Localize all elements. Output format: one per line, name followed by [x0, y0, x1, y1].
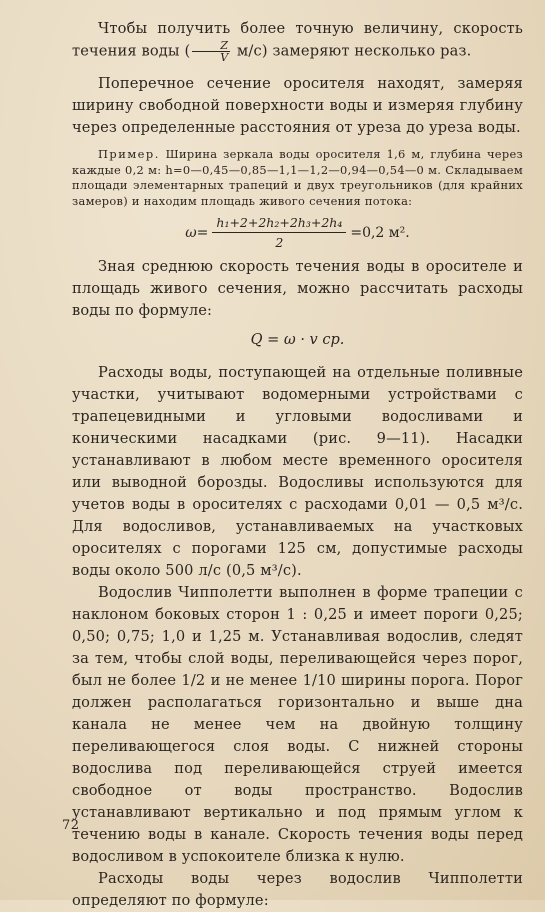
- formula-discharge: Q = ω · v ср.: [250, 332, 345, 348]
- text-run: м/с) замеряют несколько раз.: [232, 42, 472, 60]
- paragraph-weir-formula: Расходы воды через водослив Чипполетти определяют по формуле:: [72, 870, 523, 909]
- paragraph-flow-rate: Зная среднюю скорость течения воды в оросителе и площадь живого сечения, можно рассчитать расходы воды по формуле:: [72, 258, 523, 319]
- fraction-numerator: Z: [192, 40, 230, 52]
- formula-numerator: h₁+2+2h₂+2h₃+2h₄: [212, 215, 346, 233]
- formula-denominator: 2: [275, 235, 284, 250]
- formula-rhs: =0,2 м².: [350, 224, 410, 241]
- text-run: Чтобы получить более точную величину, скорость течения воды (: [72, 20, 523, 60]
- example-text: Ширина зеркала воды оросителя 1,6 м, глубина через каждые 0,2 м: h=0—0,45—0,85—1,1—1,2—0,94—0,54—0 м. Складываем площади элементарных трапеций и двух треугольников (для крайних замеров) и находим площадь живого сечения потока:: [72, 147, 523, 208]
- formula-fraction: [212, 215, 346, 250]
- paragraph-cipolletti-weir: Водослив Чипполетти выполнен в форме трапеции с наклоном боковых сторон 1 : 0,25 и имеет пороги 0,25; 0,50; 0,75; 1,0 и 1,25 м. Устанавливая водослив, следят за тем, чтобы слой воды, переливающейся через порог, был не более 1/2 и не менее 1/10 ширины порога. Порог должен располагаться горизонтально и выше дна канала не менее чем на двойную толщину переливающегося слоя воды. С нижней стороны водослива под переливающейся струей имеется свободное от воды пространство. Водослив устанавливают вертикально и под прямым углом к течению воды в канале. Скорость течения воды перед водосливом в успокоителе близка к нулю.: [72, 584, 523, 865]
- example-label: Пример.: [98, 147, 160, 161]
- example-paragraph: [72, 147, 523, 209]
- paragraph-measuring-devices: Расходы воды, поступающей на отдельные поливные участки, учитывают водомерными устройствами с трапецевидными и угловыми водосливами и коническими насадками (рис. 9—11). Насадки устанавливают в любом месте временного оросителя или выводной борозды. Водосливы используются для учетов воды в оросителях с расходами 0,01 — 0,5 м³/с. Для водосливов, устанавливаемых на участковых оросителях с порогами 125 см, допустимые расходы воды около 500 л/с (0,5 м³/с).: [72, 364, 523, 579]
- paragraph-velocity: [72, 18, 523, 63]
- formula-area: [72, 215, 523, 250]
- fraction-denominator: V: [220, 51, 229, 64]
- formula-lhs: ω=: [185, 224, 209, 241]
- paragraph-cross-section: Поперечное сечение оросителя находят, замеряя ширину свободной поверхности воды и измеряя глубину через определенные расстояния от уреза до уреза воды.: [72, 75, 523, 136]
- page-number: 72: [62, 818, 80, 833]
- inline-fraction: [192, 40, 230, 63]
